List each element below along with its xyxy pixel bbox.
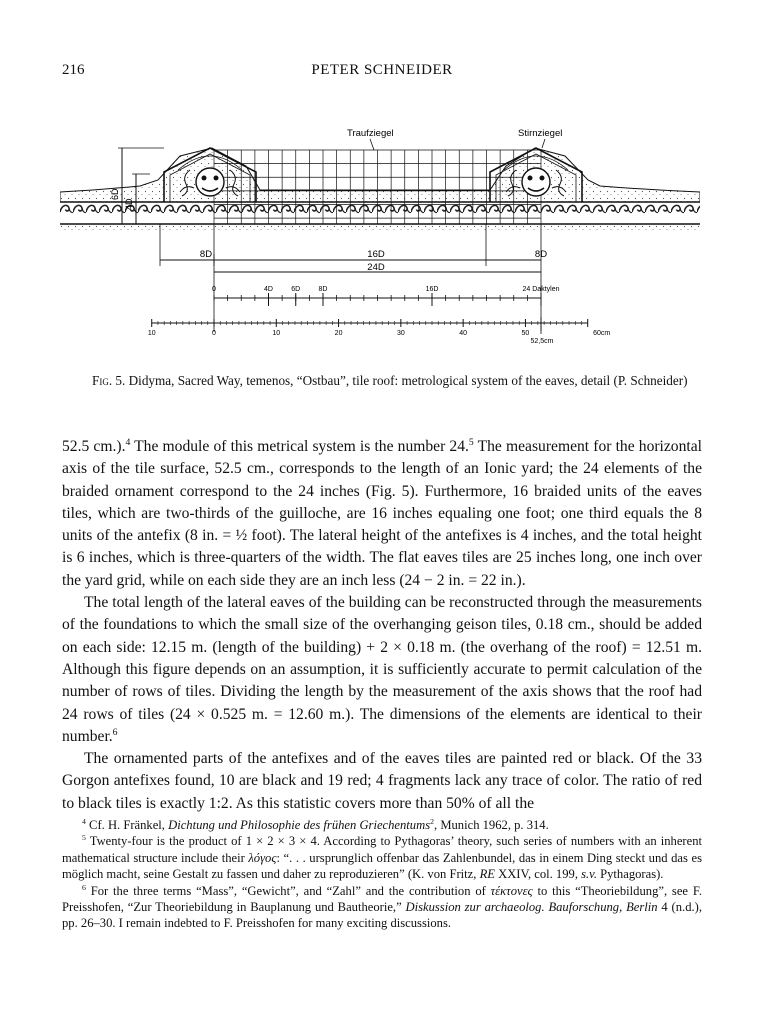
cm-label: 0 <box>212 330 216 337</box>
leader-stirnziegel <box>542 139 545 148</box>
body-text <box>62 436 702 815</box>
label-stirnziegel: Stirnziegel <box>518 128 563 139</box>
label-6d: 6D <box>110 188 120 200</box>
footnote-6 <box>62 883 702 932</box>
paragraph-1 <box>62 436 702 592</box>
text-run: Cf. H. Fränkel, <box>85 818 169 832</box>
italic-title: Dichtung und Philosophie des frühen Griechentums <box>168 818 431 832</box>
footnote-ref-5: 5 <box>468 436 474 448</box>
greek-term: τέκτονες <box>490 883 533 898</box>
footnote-ref-4: 4 <box>125 436 131 448</box>
caption-text: Didyma, Sacred Way, temenos, “Ostbau”, tile roof: metrological system of the eaves, detail (P. Schneider) <box>128 373 688 388</box>
scale-label: 4D <box>264 286 273 293</box>
text-run: : “. . . ursprunglich offenbar das Zahlenbundel, das in einem Ding steckt und das es möglich macht, seine Gestalt zu fassen und daher zu reproduzieren” (K. von Fritz, <box>62 850 702 882</box>
guilloche-pattern <box>60 204 700 220</box>
figure-label: Fig. 5. <box>92 373 126 388</box>
scale-label: 8D <box>318 286 328 293</box>
cm-label: 60cm <box>593 330 611 337</box>
figure-caption <box>92 372 692 389</box>
footnotes <box>62 817 702 932</box>
cm-label: 10 <box>147 330 156 337</box>
text-run: The measurement for the horizontal axis of the tile surface, 52.5 cm., corresponds to the length of an Ionic yard; the 24 elements of the braided ornament correspond to the 24 inches (Fig. 5). Furthermore, 16 braided units of the eaves tiles, which are two-thirds of the guilloche, are 16 inches equaling one foot; one third equals the 8 units of the antefix (8 in. = ½ foot). The lateral height of the antefixes is 4 inches, and the total height is 6 inches, which is three-quarters of the width. The flat eaves tiles are 25 inches long, one inch over the yard grid, while on each side they are an inch less (24 − 2 in. = 22 in.). <box>62 438 702 589</box>
leader-traufziegel <box>370 139 374 150</box>
cm-scale <box>148 317 611 345</box>
label-8d-right: 8D <box>534 249 548 260</box>
cm-mark-label: 52,5cm <box>530 338 554 345</box>
daktylen-scale <box>212 286 560 306</box>
tile-roof-drawing <box>60 120 700 355</box>
label-traufziegel: Traufziegel <box>347 128 394 139</box>
cm-label: 40 <box>459 330 468 337</box>
running-head: PETER SCHNEIDER <box>311 62 453 78</box>
footnote-5 <box>62 833 702 882</box>
page-number: 216 <box>62 62 85 78</box>
band-stipple-below <box>60 224 700 230</box>
italic-abbrev: RE <box>479 867 495 882</box>
text-run: 4 (n.d.), pp. 26–30. I remain indebted to F. Preisshofen for many exciting discussions. <box>62 900 702 931</box>
label-16d: 16D <box>367 249 385 260</box>
footnote-4 <box>62 817 702 833</box>
text-run: XXIV, col. 199, <box>494 867 582 882</box>
paragraph-2 <box>62 592 702 748</box>
text-run: The module of this metrical system is the number 24. <box>130 438 469 455</box>
scale-label: 24 Daktylen <box>522 286 560 293</box>
italic-title: Diskussion zur archaeolog. Bauforschung, Berlin <box>405 900 658 915</box>
dimension-24d <box>214 262 541 273</box>
footnote-number: 5 <box>82 833 86 843</box>
cm-label: 10 <box>272 330 281 337</box>
tile-body <box>60 148 700 202</box>
scale-label: 6D <box>291 286 301 293</box>
edition-superscript: 2 <box>430 816 435 826</box>
text-run: to this “Theoriebildung”, see F. Preisshofen, “Zur Theoriebildung in Bauplanung und Bautheorie,” <box>62 883 702 915</box>
footnote-number: 4 <box>82 816 86 826</box>
footnote-ref-6: 6 <box>112 726 118 738</box>
figure-5 <box>60 120 700 355</box>
text-run: , Munich 1962, p. 314. <box>434 818 549 832</box>
greek-term: λόγος <box>248 850 277 865</box>
page-header <box>62 62 702 82</box>
label-4d: 4D <box>124 198 134 210</box>
paragraph-3: The ornamented parts of the antefixes and of the eaves tiles are painted red or black. Of the 33 Gorgon antefixes found, 10 are black and 19 red; 4 fragments lack any trace of color. The ratio of red to black tiles is exactly 1:2. As this statistic covers more than 50% of all the <box>62 750 702 812</box>
dimension-8d-16d-8d <box>160 249 547 266</box>
extension-lines <box>160 224 541 334</box>
cm-label: 20 <box>334 330 343 337</box>
cm-label: 30 <box>396 330 405 337</box>
cm-label: 50 <box>521 330 530 337</box>
footnote-number: 6 <box>82 882 86 892</box>
italic-abbrev: s.v. <box>581 867 597 882</box>
scale-label: 0 <box>212 286 216 293</box>
text-run: Pythagoras). <box>596 867 664 882</box>
text-run: For the three terms “Mass”, “Gewicht”, and “Zahl” and the contribution of <box>85 883 491 898</box>
label-8d-left: 8D <box>199 249 213 260</box>
text-run: Twenty-four is the product of 1 × 2 × 3 × 4. According to Pythagoras’ theory, such series of numbers with an inherent mathematical structure include their <box>62 834 702 865</box>
text-run: The total length of the lateral eaves of the building can be reconstructed through the measurements of the foundations to which the small size of the overhanging geison tiles, 0.18 cm., should be added on each side: 12.15 m. (length of the building) + 2 × 0.18 m. (the overhang of the roof) = 12.51 m. Although this figure depends on an assumption, it is sufficiently accurate to permit calculation of the number of rows of tiles. Dividing the length by the measurement of the axis shows that the roof had 24 rows of tiles (24 × 0.525 m. = 12.60 m.). The dimensions of the elements are identical to their number. <box>62 594 702 745</box>
label-24d: 24D <box>367 262 385 273</box>
scale-label: 16D <box>425 286 439 293</box>
text-run: 52.5 cm.). <box>62 438 126 455</box>
